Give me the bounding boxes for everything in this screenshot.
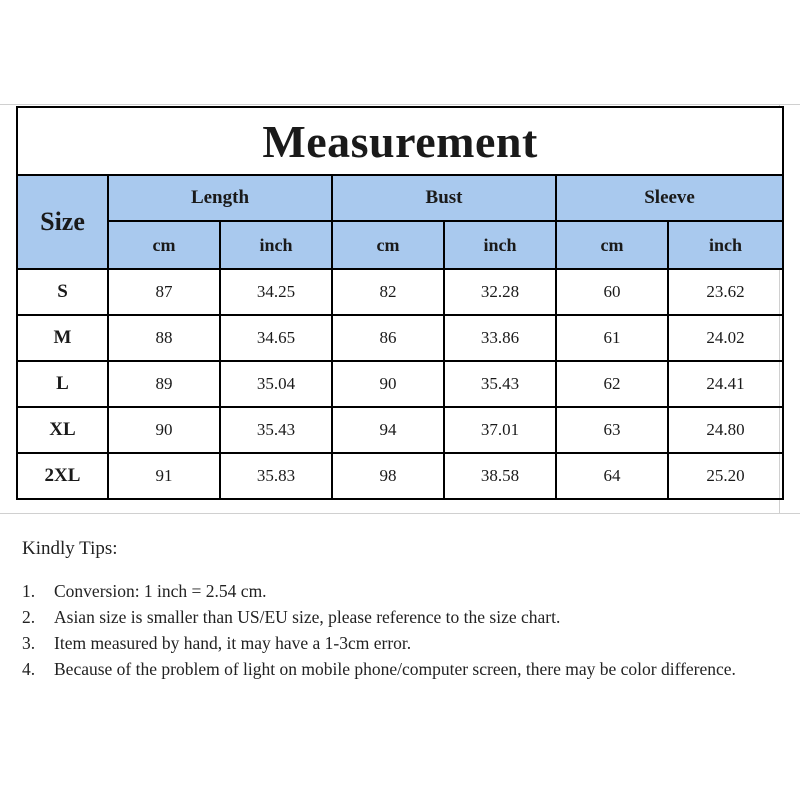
size-label: S [17, 269, 108, 315]
kindly-tips-section [22, 538, 782, 682]
table-cell: 64 [556, 453, 668, 499]
sheet-gridline-top [0, 104, 800, 105]
table-cell: 35.43 [444, 361, 556, 407]
size-chart-table [16, 106, 784, 500]
table-cell: 94 [332, 407, 444, 453]
sleeve-group-header: Sleeve [556, 175, 783, 221]
tip-item [22, 630, 782, 656]
table-cell: 23.62 [668, 269, 783, 315]
table-cell: 63 [556, 407, 668, 453]
table-cell: 34.25 [220, 269, 332, 315]
size-label: XL [17, 407, 108, 453]
table-cell: 34.65 [220, 315, 332, 361]
table-cell: 24.41 [668, 361, 783, 407]
size-label: M [17, 315, 108, 361]
table-cell: 82 [332, 269, 444, 315]
table-cell: 88 [108, 315, 220, 361]
table-row [17, 269, 783, 315]
table-cell: 24.02 [668, 315, 783, 361]
tip-text: Item measured by hand, it may have a 1-3cm error. [54, 633, 412, 653]
table-cell: 62 [556, 361, 668, 407]
table-cell: 24.80 [668, 407, 783, 453]
table-cell: 35.04 [220, 361, 332, 407]
unit-header: cm [556, 221, 668, 269]
tip-text: Asian size is smaller than US/EU size, please reference to the size chart. [54, 607, 561, 627]
table-cell: 90 [108, 407, 220, 453]
table-cell: 33.86 [444, 315, 556, 361]
length-group-header: Length [108, 175, 332, 221]
unit-header: inch [668, 221, 783, 269]
table-title: Measurement [17, 107, 783, 175]
table-row [17, 407, 783, 453]
unit-header: cm [332, 221, 444, 269]
tip-item [22, 656, 782, 682]
unit-header: inch [220, 221, 332, 269]
table-cell: 60 [556, 269, 668, 315]
table-cell: 35.83 [220, 453, 332, 499]
size-label: L [17, 361, 108, 407]
table-cell: 61 [556, 315, 668, 361]
table-cell: 32.28 [444, 269, 556, 315]
tips-title: Kindly Tips: [22, 538, 118, 559]
table-cell: 35.43 [220, 407, 332, 453]
table-row [17, 453, 783, 499]
table-cell: 89 [108, 361, 220, 407]
size-column-header: Size [17, 175, 108, 269]
tip-text: Conversion: 1 inch = 2.54 cm. [54, 581, 267, 601]
unit-header: cm [108, 221, 220, 269]
table-cell: 37.01 [444, 407, 556, 453]
tip-number: 1. [22, 581, 36, 601]
tip-item [22, 604, 782, 630]
table-cell: 91 [108, 453, 220, 499]
unit-header: inch [444, 221, 556, 269]
tip-number: 3. [22, 633, 36, 653]
tip-text: Because of the problem of light on mobile phone/computer screen, there may be color difference. [54, 659, 736, 679]
tip-item [22, 578, 782, 604]
table-row [17, 315, 783, 361]
table-cell: 38.58 [444, 453, 556, 499]
table-cell: 86 [332, 315, 444, 361]
tips-list [22, 578, 782, 682]
table-cell: 98 [332, 453, 444, 499]
size-label: 2XL [17, 453, 108, 499]
table-cell: 90 [332, 361, 444, 407]
tip-number: 2. [22, 607, 36, 627]
table-cell: 25.20 [668, 453, 783, 499]
bust-group-header: Bust [332, 175, 556, 221]
table-row [17, 361, 783, 407]
table-cell: 87 [108, 269, 220, 315]
sheet-gridline-bottom [0, 513, 800, 514]
tip-number: 4. [22, 659, 36, 679]
